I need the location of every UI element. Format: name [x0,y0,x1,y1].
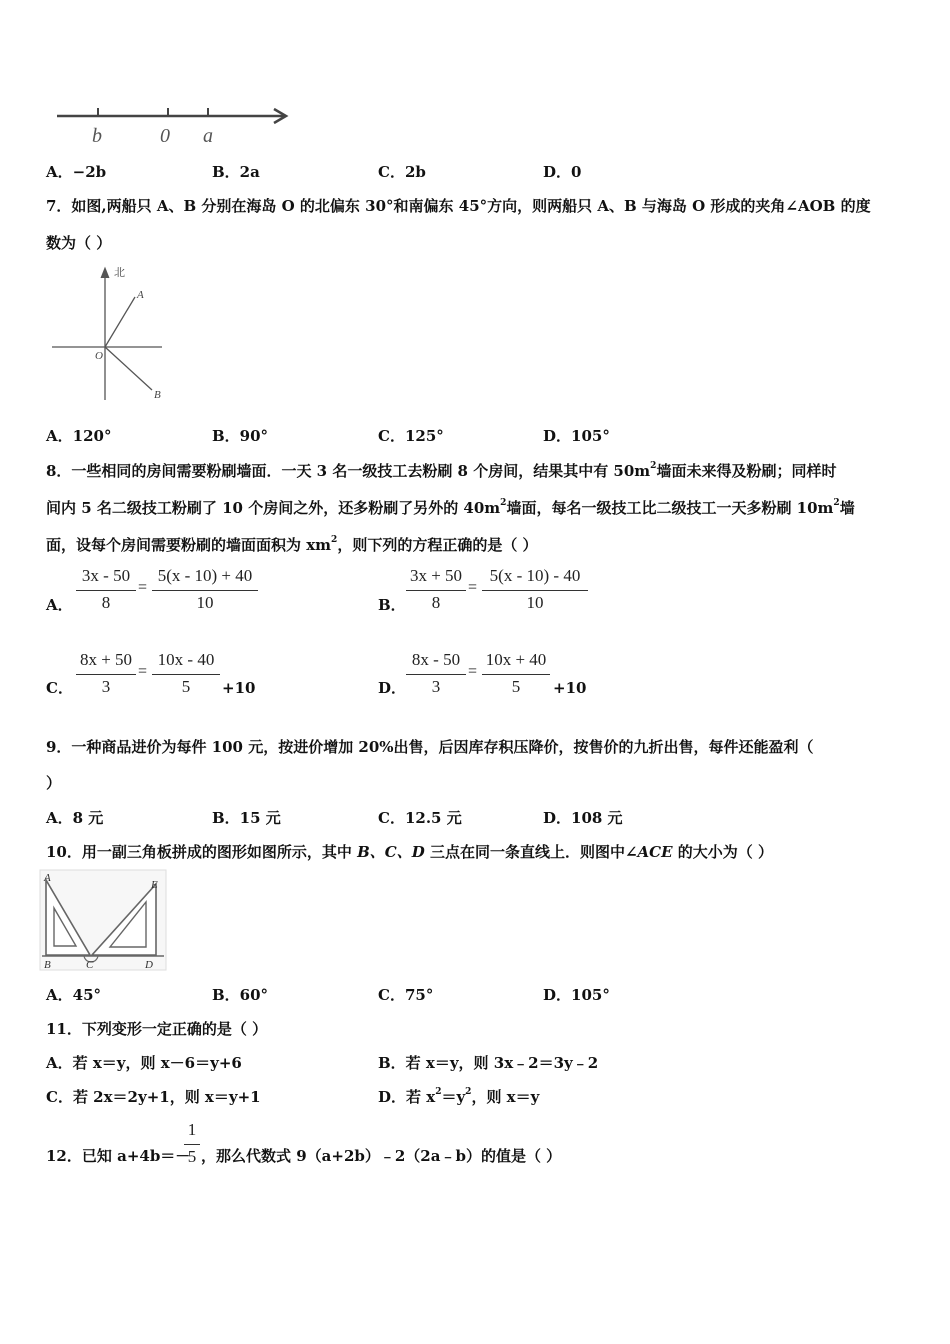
q8-option-c-suffix: +10 [222,679,256,697]
q8-option-b-equals: = [468,579,478,596]
q8-option-c-left-fraction: 8x + 50 3 [76,650,136,702]
q11-option-d[interactable]: D．若 $x^2=y^2$，则 x＝y [378,1087,540,1106]
q8-option-c-equals: = [138,663,148,680]
numberline-label-a: a [203,125,213,147]
q11-option-b[interactable]: B．若 x＝y，则 3x﹣2＝3y﹣2 [378,1054,599,1072]
q8-option-d-label[interactable]: D． [378,679,407,697]
q12-text-start: 12．已知 a+4b＝－ [46,1147,191,1165]
q11-option-a[interactable]: A．若 x＝y，则 x－6＝y+6 [46,1054,242,1072]
triangle-label-c: C [86,959,94,971]
triangle-rulers-figure [40,870,168,972]
q10-text-line: 10．用一副三角板拼成的图形如图所示，其中 B、C、D 三点在同一条直线上．则图中∠ACE 的大小为（ ） [46,843,773,861]
q10-option-c[interactable]: C．75° [378,986,434,1004]
q7-option-b[interactable]: B．90° [212,427,269,445]
q11-option-c[interactable]: C．若 2x＝2y+1，则 x＝y+1 [46,1088,261,1106]
q7-text-line1: 7．如图,两船只 A、B 分别在海岛 O 的北偏东 30°和南偏东 45°方向，则两船只 A、B 与海岛 O 形成的夹角∠AOB 的度 [46,197,871,215]
q6-option-b[interactable]: B．2a [212,163,260,181]
compass-label-a: A [137,289,144,301]
q8-option-a-right-fraction: 5(x - 10) + 40 10 [152,566,258,618]
compass-label-b: B [154,389,161,401]
q7-text-line2: 数为（ ） [46,234,112,252]
q8-option-b-left-fraction: 3x + 50 8 [406,566,466,618]
q11-text-line: 11．下列变形一定正确的是（ ） [46,1020,268,1038]
q12-text-end: ，那么代数式 9（a+2b）﹣2（2a﹣b）的值是（ ） [201,1147,562,1165]
number-line-figure [52,100,297,148]
q8-option-b-right-fraction: 5(x - 10) - 40 10 [482,566,588,618]
q8-option-a-equals: = [138,579,148,596]
q8-option-a-label[interactable]: A． [46,596,73,614]
q8-option-d-left-fraction: 8x - 50 3 [406,650,466,702]
compass-label-north: 北 [114,266,125,279]
q8-option-c-label[interactable]: C． [46,679,73,697]
q6-option-d[interactable]: D．0 [543,163,582,181]
q8-option-a-left-fraction: 3x - 50 8 [76,566,136,618]
numberline-label-0: 0 [160,125,170,147]
q8-option-b-label[interactable]: B． [378,596,406,614]
q7-option-c[interactable]: C．125° [378,427,444,445]
triangle-label-e: E [151,879,158,891]
q10-option-d[interactable]: D．105° [543,986,610,1004]
q8-option-d-right-fraction: 10x + 40 5 [482,650,550,702]
q9-option-a[interactable]: A．8 元 [46,809,104,827]
q8-text-line3: 面，设每个房间需要粉刷的墙面面积为 $xm^2$，则下列的方程正确的是（ ） [46,535,538,554]
q7-option-a[interactable]: A．120° [46,427,112,445]
q8-text-line2: 间内 5 名二级技工粉刷了 10 个房间之外，还多粉刷了另外的 $40m^2$墙面，每名一级技工比二级技工一天多粉刷 $10m^2$墙 [46,498,855,517]
q6-option-a[interactable]: A．−2b [46,163,107,181]
q10-option-a[interactable]: A．45° [46,986,102,1004]
triangle-label-a: A [44,872,51,884]
q9-option-d[interactable]: D．108 元 [543,809,623,827]
triangle-label-d: D [145,959,153,971]
q8-option-d-suffix: +10 [553,679,587,697]
q8-option-d-equals: = [468,663,478,680]
q8-option-c-right-fraction: 10x - 40 5 [152,650,220,702]
q12-fraction: 1 5 [184,1120,200,1172]
q9-option-b[interactable]: B．15 元 [212,809,281,827]
compass-label-o: O [95,350,103,362]
numberline-label-b: b [92,125,102,147]
q7-option-d[interactable]: D．105° [543,427,610,445]
q9-option-c[interactable]: C．12.5 元 [378,809,462,827]
q6-option-c[interactable]: C．2b [378,163,426,181]
compass-figure [50,262,170,404]
triangle-label-b: B [44,959,51,971]
q9-text-line1: 9．一种商品进价为每件 100 元，按进价增加 20%出售，后因库存积压降价，按售价的九折出售，每件还能盈利（ [46,738,814,756]
q10-option-b[interactable]: B．60° [212,986,269,1004]
q9-text-line2: ） [46,774,62,792]
q8-text-line1: 8．一些相同的房间需要粉刷墙面．一天 3 名一级技工去粉刷 8 个房间，结果其中有 $50m^2$墙面未来得及粉刷；同样时 [46,461,837,480]
